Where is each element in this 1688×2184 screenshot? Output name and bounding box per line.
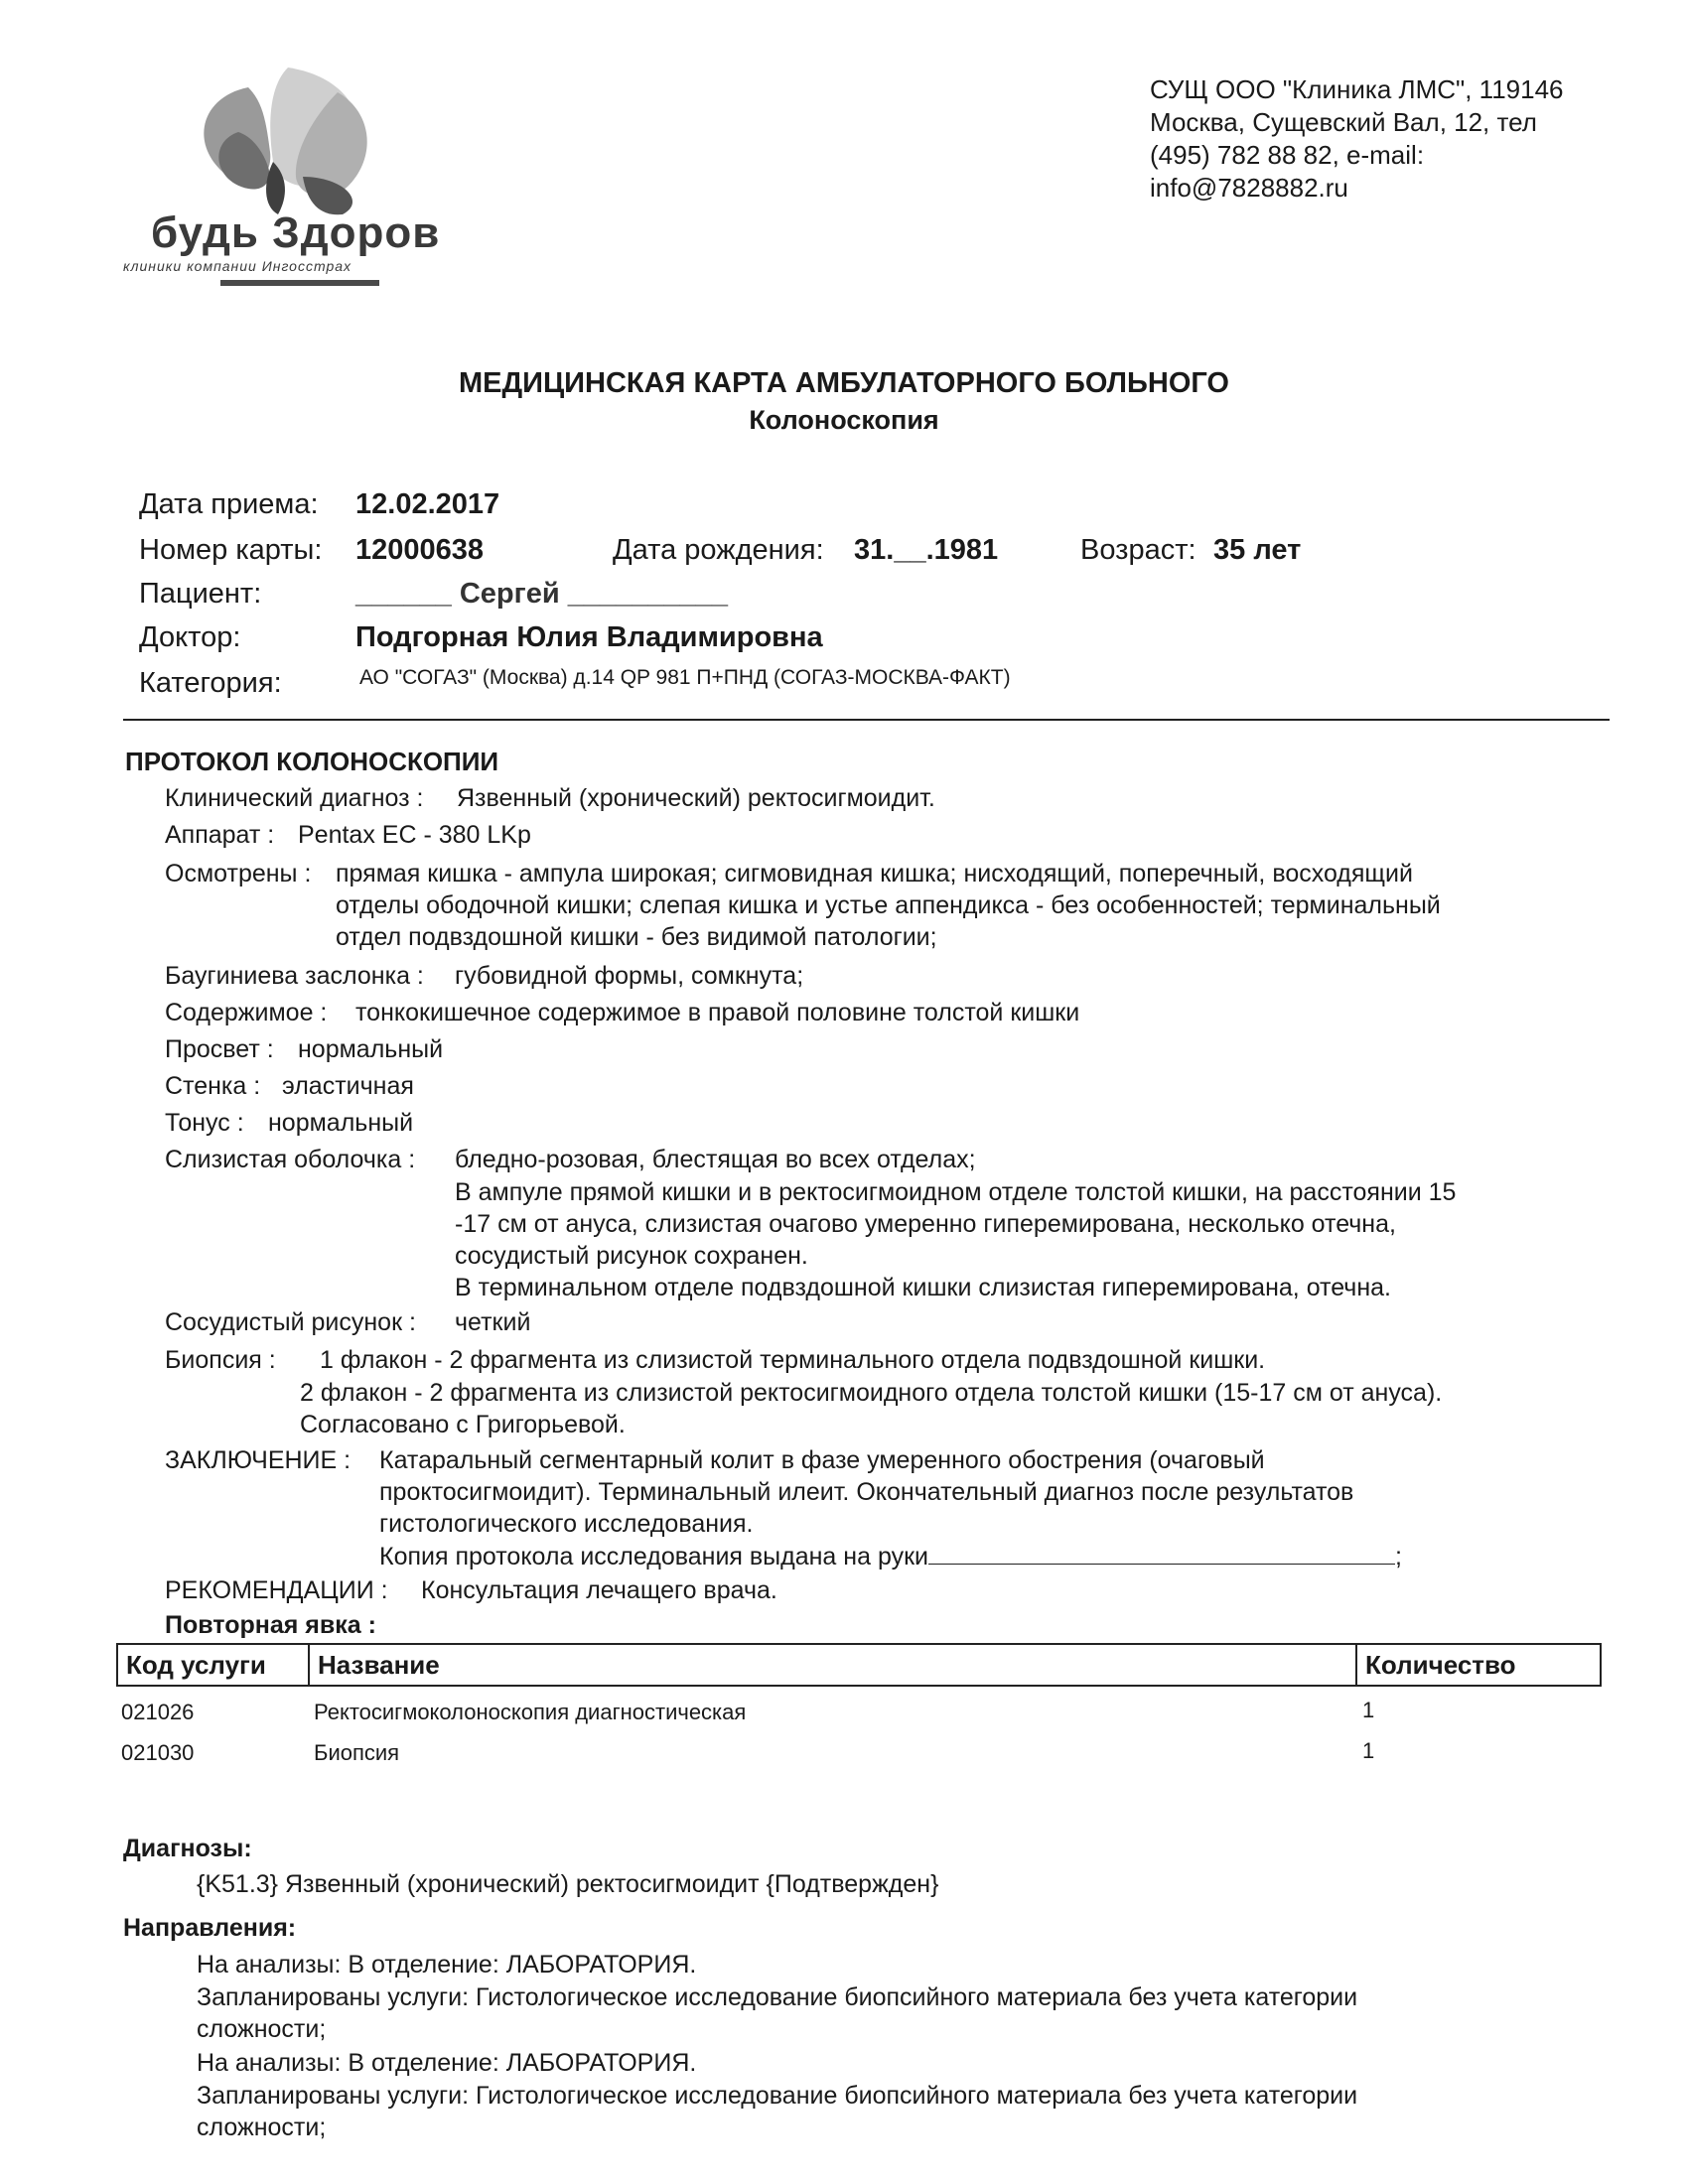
conclusion-line: гистологического исследования. bbox=[379, 1510, 754, 1538]
clinic-address bbox=[1150, 73, 1626, 205]
table-row-code: 021026 bbox=[121, 1700, 195, 1724]
address-line: info@7828882.ru bbox=[1150, 173, 1348, 203]
wall-value: эластичная bbox=[282, 1072, 414, 1100]
document-title: МЕДИЦИНСКАЯ КАРТА АМБУЛАТОРНОГО БОЛЬНОГО bbox=[458, 367, 1229, 399]
patient-value: ______ Сергей __________ bbox=[355, 578, 728, 610]
tone-value: нормальный bbox=[268, 1109, 414, 1137]
examined-label: Осмотрены : bbox=[165, 860, 312, 887]
mucosa-line: бледно-розовая, блестящая во всех отделах; bbox=[455, 1146, 976, 1173]
table-row-name: Ректосигмоколоноскопия диагностическая bbox=[314, 1700, 747, 1724]
doctor-label: Доктор: bbox=[139, 621, 241, 653]
mucosa-line: В ампуле прямой кишки и в ректосигмоидном отделе толстой кишки, на расстоянии 15 bbox=[455, 1178, 1457, 1206]
table-row-code: 021030 bbox=[121, 1740, 195, 1765]
referral-line: Запланированы услуги: Гистологическое исследование биопсийного материала без учета категории bbox=[197, 2082, 1358, 2110]
examined-line: отделы ободочной кишки; слепая кишка и устье аппендикса - без особенностей; терминальный bbox=[336, 891, 1441, 919]
examined-line: отдел подвздошной кишки - без видимой патологии; bbox=[336, 923, 937, 951]
mucosa-label: Слизистая оболочка : bbox=[165, 1146, 416, 1173]
lumen-value: нормальный bbox=[298, 1035, 444, 1063]
copy-issued-text: Копия протокола исследования выдана на руки bbox=[379, 1543, 928, 1570]
biopsy-line: Согласовано с Григорьевой. bbox=[300, 1411, 626, 1438]
category-value: АО "СОГАЗ" (Москва) д.14 QP 981 П+ПНД (СОГАЗ-МОСКВА-ФАКТ) bbox=[359, 666, 1011, 689]
revisit-label: Повторная явка : bbox=[165, 1611, 376, 1639]
clinic-logo bbox=[119, 68, 441, 306]
column-header-qty: Количество bbox=[1365, 1650, 1516, 1680]
mucosa-line: В терминальном отделе подвздошной кишки слизистая гиперемирована, отечна. bbox=[455, 1274, 1391, 1301]
age-label: Возраст: bbox=[1080, 534, 1196, 566]
referrals-title: Направления: bbox=[123, 1914, 297, 1942]
address-line: Москва, Сущевский Вал, 12, тел bbox=[1150, 107, 1537, 137]
table-row-qty: 1 bbox=[1362, 1738, 1375, 1763]
copy-issued-end: ; bbox=[1394, 1543, 1402, 1570]
vascular-label: Сосудистый рисунок : bbox=[165, 1308, 416, 1336]
birth-date-value: 31.__.1981 bbox=[854, 534, 999, 566]
referral-line: На анализы: В отделение: ЛАБОРАТОРИЯ. bbox=[197, 2049, 697, 2077]
visit-date-value: 12.02.2017 bbox=[355, 488, 500, 520]
biopsy-line: 1 флакон - 2 фрагмента из слизистой терминального отдела подвздошной кишки. bbox=[320, 1346, 1266, 1374]
contents-label: Содержимое : bbox=[165, 999, 328, 1026]
conclusion-label: ЗАКЛЮЧЕНИЕ : bbox=[165, 1446, 352, 1474]
doctor-value: Подгорная Юлия Владимировна bbox=[355, 621, 823, 653]
mucosa-line: -17 см от ануса, слизистая очагово умеренно гиперемирована, несколько отечна, bbox=[455, 1210, 1396, 1238]
column-header-name: Название bbox=[318, 1650, 440, 1680]
table-row-name: Биопсия bbox=[314, 1740, 400, 1765]
logo-divider bbox=[220, 280, 379, 286]
conclusion-line: Катаральный сегментарный колит в фазе умеренного обострения (очаговый bbox=[379, 1446, 1265, 1474]
header-divider bbox=[123, 719, 1610, 721]
butterfly-logo-icon bbox=[139, 68, 377, 216]
age-value: 35 лет bbox=[1213, 534, 1302, 566]
logo-name: будь Здоров bbox=[151, 208, 441, 257]
valve-label: Баугиниева заслонка : bbox=[165, 962, 424, 990]
document-subtitle: Колоноскопия bbox=[749, 405, 939, 435]
logo-subtitle: клиники компании Ингосстрах bbox=[123, 258, 352, 274]
diagnoses-title: Диагнозы: bbox=[123, 1835, 252, 1862]
biopsy-label: Биопсия : bbox=[165, 1346, 276, 1374]
vascular-value: четкий bbox=[455, 1308, 531, 1336]
referral-line: Запланированы услуги: Гистологическое исследование биопсийного материала без учета категории bbox=[197, 1983, 1358, 2011]
copy-issued-line bbox=[379, 1542, 1402, 1571]
services-table bbox=[116, 1643, 1602, 1687]
referral-line: сложности; bbox=[197, 2015, 327, 2043]
conclusion-line: проктосигмоидит). Терминальный илеит. Окончательный диагноз после результатов bbox=[379, 1478, 1354, 1506]
tone-label: Тонус : bbox=[165, 1109, 244, 1137]
device-label: Аппарат : bbox=[165, 821, 275, 849]
examined-line: прямая кишка - ампула широкая; сигмовидная кишка; нисходящий, поперечный, восходящий bbox=[336, 860, 1413, 887]
referral-line: сложности; bbox=[197, 2114, 327, 2141]
address-line: СУЩ ООО "Клиника ЛМС", 119146 bbox=[1150, 74, 1564, 104]
table-row-qty: 1 bbox=[1362, 1698, 1375, 1722]
lumen-label: Просвет : bbox=[165, 1035, 274, 1063]
column-header-code: Код услуги bbox=[126, 1650, 266, 1680]
diagnosis-label: Клинический диагноз : bbox=[165, 784, 424, 812]
card-number-label: Номер карты: bbox=[139, 534, 323, 566]
contents-value: тонкокишечное содержимое в правой половине толстой кишки bbox=[355, 999, 1080, 1026]
protocol-title: ПРОТОКОЛ КОЛОНОСКОПИИ bbox=[125, 747, 499, 776]
patient-label: Пациент: bbox=[139, 578, 262, 610]
mucosa-line: сосудистый рисунок сохранен. bbox=[455, 1242, 808, 1270]
referral-line: На анализы: В отделение: ЛАБОРАТОРИЯ. bbox=[197, 1951, 697, 1979]
category-label: Категория: bbox=[139, 667, 282, 699]
diagnosis-value: Язвенный (хронический) ректосигмоидит. bbox=[457, 784, 935, 812]
address-line: (495) 782 88 82, e-mail: bbox=[1150, 140, 1425, 170]
diagnosis-item: {K51.3} Язвенный (хронический) ректосигмоидит {Подтвержден} bbox=[197, 1870, 939, 1898]
birth-date-label: Дата рождения: bbox=[613, 534, 824, 566]
signature-blank bbox=[928, 1542, 1395, 1565]
valve-value: губовидной формы, сомкнута; bbox=[455, 962, 804, 990]
device-value: Pentax EC - 380 LKp bbox=[298, 821, 531, 849]
card-number-value: 12000638 bbox=[355, 534, 485, 566]
recommendations-label: РЕКОМЕНДАЦИИ : bbox=[165, 1576, 388, 1604]
visit-date-label: Дата приема: bbox=[139, 488, 319, 520]
biopsy-line: 2 флакон - 2 фрагмента из слизистой ректосигмоидного отдела толстой кишки (15-17 см от ануса). bbox=[300, 1379, 1443, 1407]
recommendations-value: Консультация лечащего врача. bbox=[421, 1576, 777, 1604]
wall-label: Стенка : bbox=[165, 1072, 261, 1100]
